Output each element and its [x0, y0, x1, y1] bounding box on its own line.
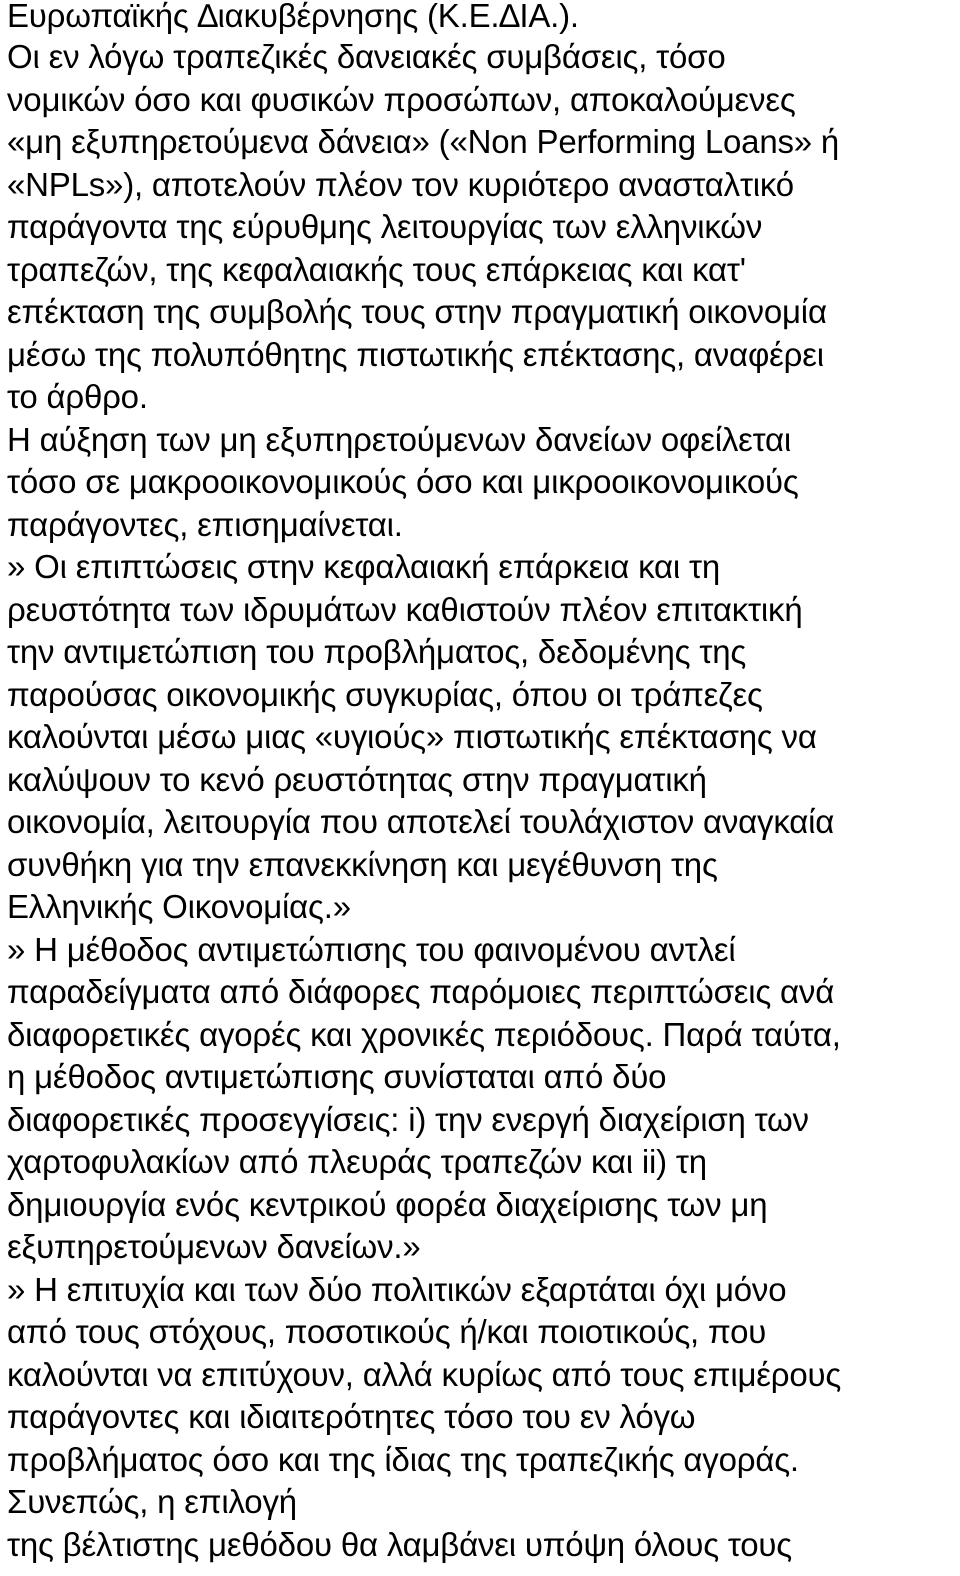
text-line-12: τόσο σε μακροοικονομικούς όσο και μικροοικονομικούς — [7, 463, 799, 500]
text-line-37: της βέλτιστης μεθόδου θα λαμβάνει υπόψη όλους τους — [7, 1526, 792, 1563]
text-line-15: ρευστότητα των ιδρυμάτων καθιστούν πλέον επιτακτική — [7, 591, 803, 628]
text-line-19: καλύψουν το κενό ρευστότητας στην πραγματική — [7, 761, 707, 798]
text-line-18: καλούνται μέσω μιας «υγιούς» πιστωτικής επέκτασης να — [7, 718, 817, 755]
text-line-05: «NPLs»), αποτελούν πλέον τον κυριότερο ανασταλτικό — [7, 166, 794, 203]
text-line-20: οικονομία, λειτουργία που αποτελεί τουλάχιστον αναγκαία — [7, 803, 835, 840]
text-line-06: παράγοντα της εύρυθμης λειτουργίας των ελληνικών — [7, 208, 763, 245]
text-line-02: Οι εν λόγω τραπεζικές δανειακές συμβάσεις, τόσο — [7, 38, 726, 75]
text-line-09: μέσω της πολυπόθητης πιστωτικής επέκτασης, αναφέρει — [7, 336, 824, 373]
text-line-35: προβλήματος όσο και της ίδιας της τραπεζικής αγοράς. — [7, 1441, 799, 1478]
text-line-01: Ευρωπαϊκής ∆ιακυβέρνησης (Κ.Ε.∆ΙΑ.). — [7, 0, 579, 34]
text-line-21: συνθήκη για την επανεκκίνηση και μεγέθυνση της — [7, 846, 718, 883]
text-line-08: επέκταση της συμβολής τους στην πραγματική οικονομία — [7, 293, 827, 330]
text-line-27: διαφορετικές προσεγγίσεις: i) την ενεργή διαχείριση των — [7, 1101, 809, 1138]
text-line-29: δημιουργία ενός κεντρικού φορέα διαχείρισης των μη — [7, 1186, 768, 1223]
text-line-17: παρούσας οικονομικής συγκυρίας, όπου οι τράπεζες — [7, 676, 763, 713]
text-line-33: καλούνται να επιτύχουν, αλλά κυρίως από τους επιμέρους — [7, 1356, 842, 1393]
text-line-26: η μέθοδος αντιμετώπισης συνίσταται από δύο — [7, 1058, 667, 1095]
text-line-22: Ελληνικής Οικονομίας.» — [7, 888, 351, 925]
text-line-07: τραπεζών, της κεφαλαιακής τους επάρκειας και κατ' — [7, 251, 746, 288]
text-line-10: το άρθρο. — [7, 378, 148, 415]
text-line-28: χαρτοφυλακίων από πλευράς τραπεζών και ii) τη — [7, 1143, 707, 1180]
text-line-13: παράγοντες, επισημαίνεται. — [7, 506, 403, 543]
text-line-34: παράγοντες και ιδιαιτερότητες τόσο του εν λόγω — [7, 1398, 696, 1435]
text-line-30: εξυπηρετούμενων δανείων.» — [7, 1228, 421, 1265]
text-line-16: την αντιμετώπιση του προβλήματος, δεδομένης της — [7, 633, 747, 670]
text-line-32: από τους στόχους, ποσοτικούς ή/και ποιοτικούς, που — [7, 1313, 767, 1350]
text-line-24: παραδείγματα από διάφορες παρόμοιες περιπτώσεις ανά — [7, 973, 835, 1010]
text-line-25: διαφορετικές αγορές και χρονικές περιόδους. Παρά ταύτα, — [7, 1016, 841, 1053]
text-line-14: » Οι επιπτώσεις στην κεφαλαιακή επάρκεια και τη — [7, 548, 721, 585]
text-line-31: » Η επιτυχία και των δύο πολιτικών εξαρτάται όχι μόνο — [7, 1271, 787, 1308]
text-line-11: Η αύξηση των μη εξυπηρετούμενων δανείων οφείλεται — [7, 421, 792, 458]
text-line-36: Συνεπώς, η επιλογή — [7, 1483, 297, 1520]
text-line-03: νομικών όσο και φυσικών προσώπων, αποκαλούμενες — [7, 81, 796, 118]
text-line-04: «μη εξυπηρετούμενα δάνεια» («Non Performing Loans» ή — [7, 123, 840, 160]
text-line-23: » Η μέθοδος αντιμετώπισης του φαινομένου αντλεί — [7, 931, 736, 968]
